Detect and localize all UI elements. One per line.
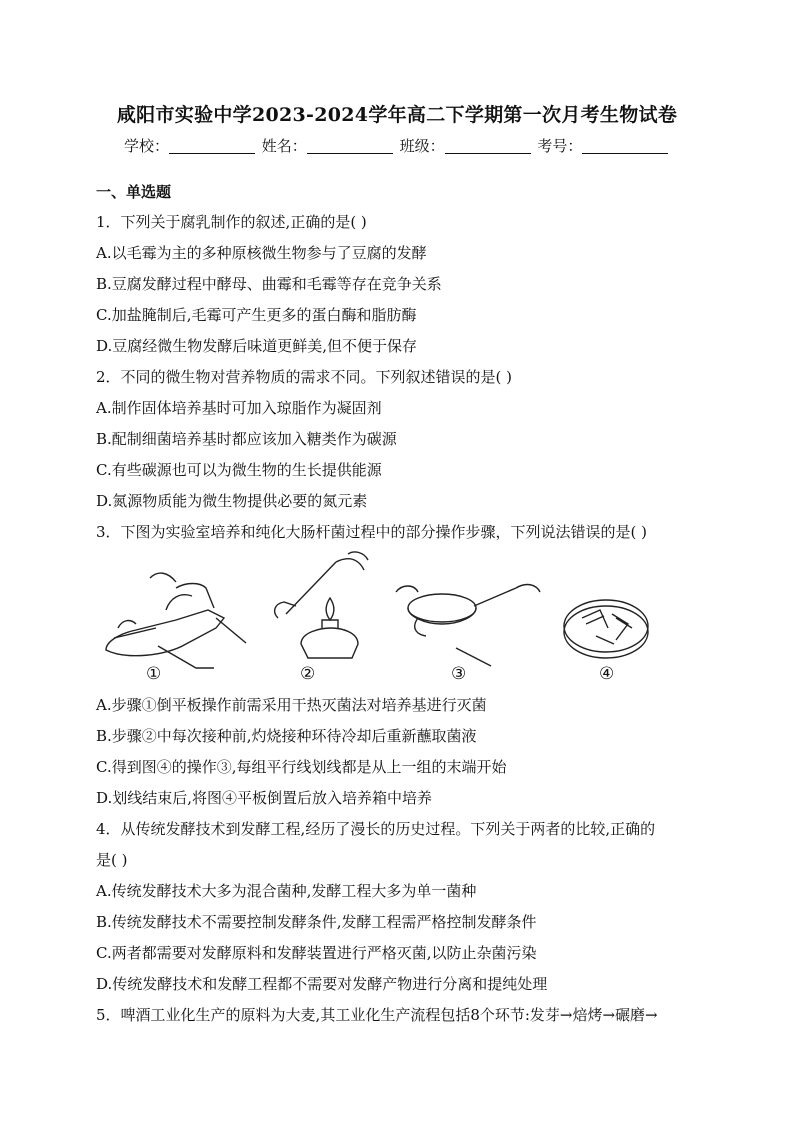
figure-label-4: ④ [599, 664, 615, 684]
petri-dish-drawing [564, 600, 648, 658]
number-blank [582, 139, 668, 154]
figure-label-1: ① [146, 664, 162, 684]
q4-option-b: B.传统发酵技术不需要控制发酵条件,发酵工程需严格控制发酵条件 [96, 913, 537, 931]
q2-option-c: C.有些碳源也可以为微生物的生长提供能源 [96, 461, 382, 479]
figure-label-3: ③ [451, 664, 467, 684]
number-label: 考号： [537, 137, 583, 155]
pouring-plate-drawing [106, 573, 246, 668]
exam-title: 咸阳市实验中学2023-2024学年高二下学期第一次月考生物试卷 [116, 104, 678, 126]
name-blank [307, 139, 393, 154]
q1-option-d: D.豆腐经微生物发酵后味道更鲜美,但不便于保存 [96, 337, 418, 355]
school-label: 学校： [124, 137, 170, 155]
q1-option-b: B.豆腐发酵过程中酵母、曲霉和毛霉等存在竞争关系 [96, 275, 442, 293]
section-heading: 一、单选题 [96, 183, 172, 201]
q2-option-a: A.制作固体培养基时可加入琼脂作为凝固剂 [96, 399, 382, 417]
q2-option-b: B.配制细菌培养基时都应该加入糖类作为碳源 [96, 430, 397, 448]
q2-stem: 2．不同的微生物对营养物质的需求不同。下列叙述错误的是( ) [96, 368, 513, 386]
q1-option-c: C.加盐腌制后,毛霉可产生更多的蛋白酶和脂肪酶 [96, 306, 417, 324]
streaking-drawing [396, 585, 540, 666]
q4-stem-line2: 是( ) [96, 851, 128, 869]
q3-option-a: A.步骤①倒平板操作前需采用干热灭菌法对培养基进行灭菌 [96, 696, 487, 714]
figure-label-2: ② [300, 664, 316, 684]
name-label: 姓名： [261, 137, 307, 155]
q5-stem: 5．啤酒工业化生产的原料为大麦,其工业化生产流程包括8个环节:发芽→焙烤→碾磨→ [96, 1006, 658, 1024]
q4-option-a: A.传统发酵技术大多为混合菌种,发酵工程大多为单一菌种 [96, 882, 477, 900]
q4-option-d: D.传统发酵技术和发酵工程都不需要对发酵产物进行分离和提纯处理 [96, 975, 548, 993]
q3-option-c: C.得到图④的操作③,每组平行线划线都是从上一组的末端开始 [96, 758, 507, 776]
q3-option-d: D.划线结束后,将图④平板倒置后放入培养箱中培养 [96, 789, 433, 807]
student-info-row [124, 135, 670, 156]
class-label: 班级： [399, 137, 445, 155]
q1-option-a: A.以毛霉为主的多种原核微生物参与了豆腐的发酵 [96, 244, 427, 262]
class-blank [445, 139, 531, 154]
q1-stem: 1．下列关于腐乳制作的叙述,正确的是( ) [96, 213, 367, 231]
q3-stem: 3．下图为实验室培养和纯化大肠杆菌过程中的部分操作步骤，下列说法错误的是( ) [96, 523, 648, 541]
q4-option-c: C.两者都需要对发酵原料和发酵装置进行严格灭菌,以防止杂菌污染 [96, 944, 537, 962]
alcohol-lamp-drawing [275, 552, 368, 658]
school-blank [169, 139, 255, 154]
q3-option-b: B.步骤②中每次接种前,灼烧接种环待冷却后重新蘸取菌液 [96, 727, 477, 745]
q4-stem-line1: 4．从传统发酵技术到发酵工程,经历了漫长的历史过程。下列关于两者的比较,正确的 [96, 820, 656, 838]
q2-option-d: D.氮源物质能为微生物提供必要的氮元素 [96, 492, 368, 510]
